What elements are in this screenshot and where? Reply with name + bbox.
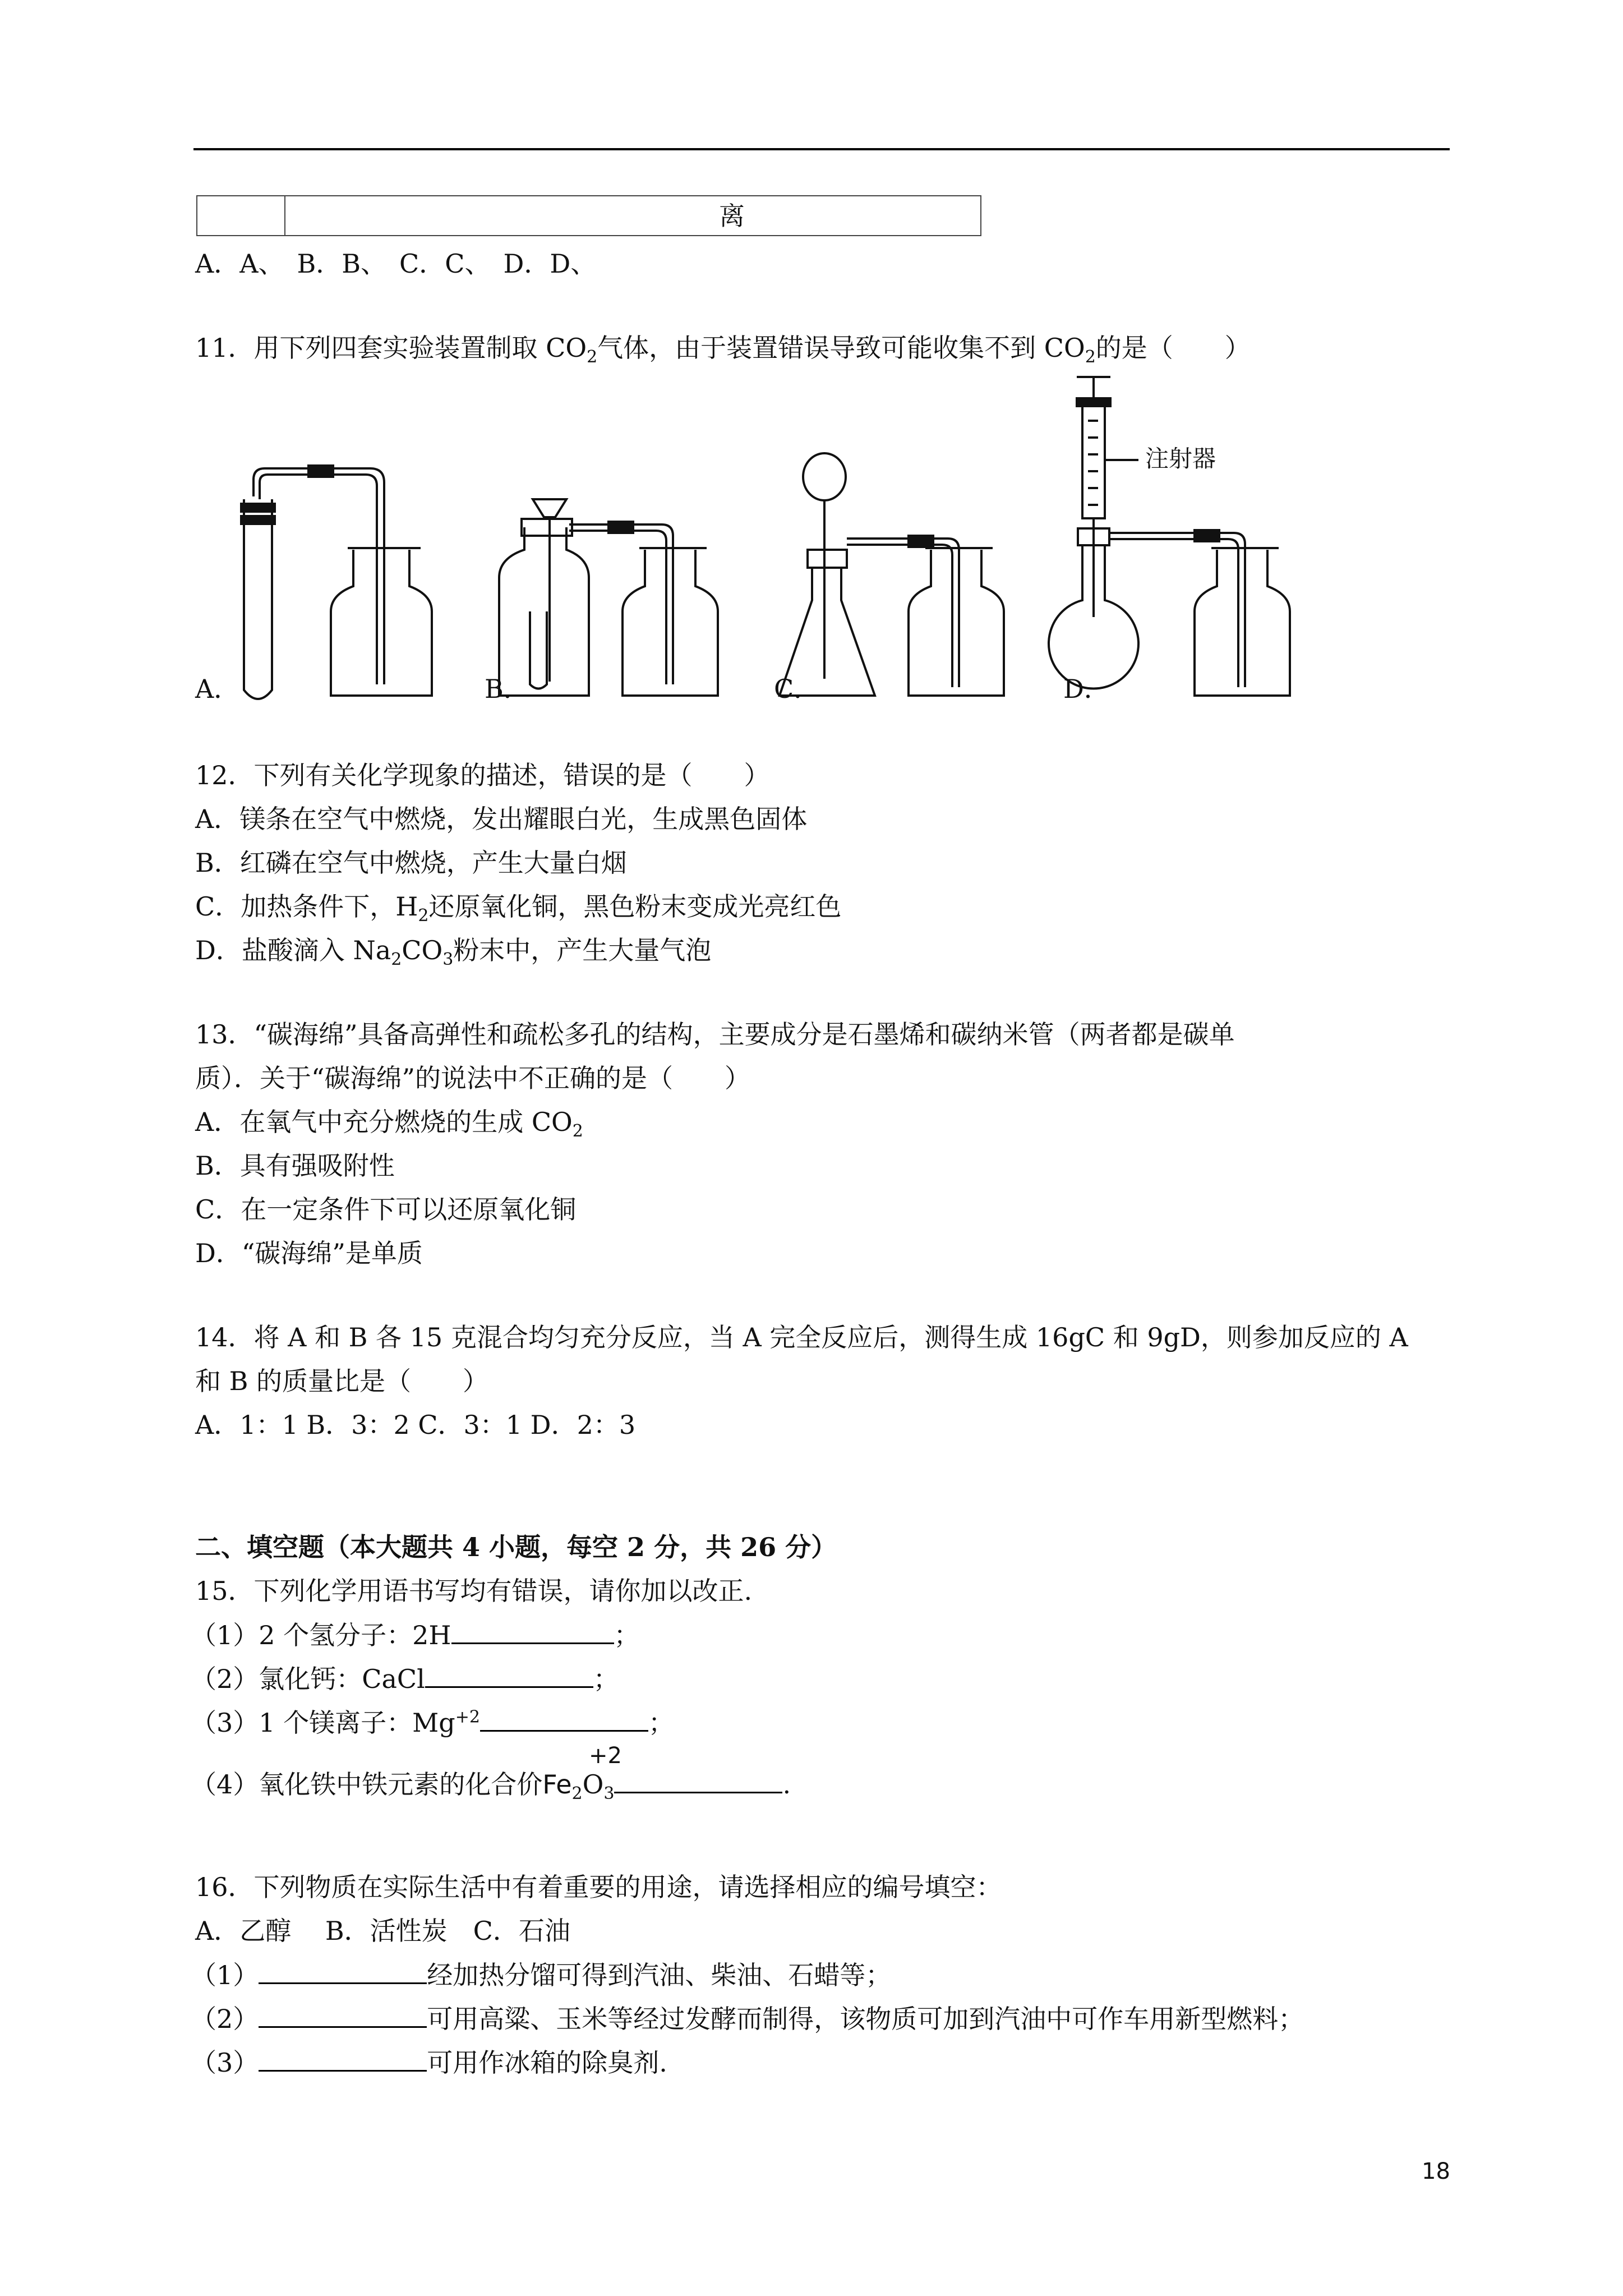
q13-stem-line1: 13．“碳海绵”具备高弹性和疏松多孔的结构，主要成分是石墨烯和碳纳米管（两者都是碳单 — [195, 1019, 1235, 1050]
section-heading: 二、填空题（本大题共 4 小题，每空 2 分，共 26 分） — [195, 1532, 837, 1562]
q10-options: A．A、 B．B、 C．C、 D．D、 — [195, 249, 597, 279]
apparatus-figure — [185, 365, 1396, 712]
q12-stem: 12．下列有关化学现象的描述，错误的是（ ） — [195, 760, 770, 790]
q12-option-b: B．红磷在空气中燃烧，产生大量白烟 — [195, 848, 627, 878]
q15-item-2: （2）氯化钙：CaCl ； — [191, 1662, 619, 1696]
apparatus-a — [241, 466, 432, 699]
q14-stem-line2: 和 B 的质量比是（ ） — [195, 1366, 489, 1396]
answer-blank[interactable] — [259, 2045, 427, 2072]
apparatus-b — [499, 499, 718, 696]
apparatus-label-c: C． — [774, 674, 820, 704]
apparatus-d — [1049, 377, 1290, 696]
q16-options: A．乙醇 B．活性炭 C．石油 — [195, 1916, 570, 1946]
q15-item-4: （4）氧化铁中铁元素的化合价$Fe_2O_3$ . — [191, 1767, 791, 1801]
answer-table-fragment — [196, 195, 981, 236]
answer-blank[interactable] — [451, 1618, 614, 1644]
apparatus-label-a: A． — [195, 674, 240, 704]
q13-option-d: D．“碳海绵”是单质 — [195, 1238, 423, 1268]
answer-blank[interactable] — [614, 1767, 782, 1793]
q11-stem: 11．用下列四套实验装置制取 $CO_2$气体，由于装置错误导致可能收集不到 $CO_2$的是（ ） — [195, 333, 1251, 367]
table-cell-text: 离 — [719, 201, 745, 231]
header-rule — [193, 148, 1450, 150]
q16-item-1: （1） 经加热分馏可得到汽油、柴油、石蜡等； — [191, 1958, 891, 1992]
q16-item-3: （3） 可用作冰箱的除臭剂. — [191, 2045, 667, 2079]
q12-option-d: D．盐酸滴入 $Na_2CO_3$粉末中，产生大量气泡 — [195, 935, 712, 970]
valence-mark: +2 — [589, 1743, 622, 1769]
q13-option-c: C．在一定条件下可以还原氧化铜 — [195, 1194, 577, 1225]
q12-option-a: A．镁条在空气中燃烧，发出耀眼白光，生成黑色固体 — [195, 804, 808, 834]
q15-stem: 15．下列化学用语书写均有错误，请你加以改正. — [195, 1576, 753, 1606]
table-divider — [284, 196, 285, 235]
q13-stem-line2: 质）．关于“碳海绵”的说法中不正确的是（ ） — [195, 1063, 751, 1093]
apparatus-label-b: B． — [485, 674, 529, 704]
answer-blank[interactable] — [259, 1958, 427, 1984]
q16-item-2: （2） 可用高粱、玉米等经过发酵而制得，该物质可加到汽油中可作车用新型燃料； — [191, 2001, 1304, 2036]
q14-options: A．1：1 B．3：2 C．3：1 D．2：3 — [195, 1410, 636, 1440]
apparatus-c — [780, 453, 1004, 696]
answer-blank[interactable] — [480, 1705, 648, 1732]
q13-option-b: B．具有强吸附性 — [195, 1151, 395, 1181]
syringe-label: 注射器 — [1145, 445, 1216, 472]
q15-item-1: （1）2 个氢分子：2H ； — [191, 1618, 640, 1652]
q12-option-c: C．加热条件下，$H_2$还原氧化铜，黑色粉末变成光亮红色 — [195, 891, 842, 926]
q15-item-3: （3）1 个镁离子：$Mg^{+2}$ ； — [191, 1705, 674, 1740]
q16-stem: 16．下列物质在实际生活中有着重要的用途，请选择相应的编号填空： — [195, 1872, 1002, 1902]
answer-blank[interactable] — [259, 2001, 427, 2028]
page-number: 18 — [1422, 2159, 1450, 2184]
apparatus-label-d: D． — [1063, 674, 1110, 704]
answer-blank[interactable] — [425, 1662, 593, 1688]
q13-option-a: A．在氧气中充分燃烧的生成 $CO_2$ — [195, 1107, 583, 1142]
q14-stem-line1: 14．将 A 和 B 各 15 克混合均匀充分反应，当 A 完全反应后，测得生成 16gC 和 9gD，则参加反应的 A — [195, 1322, 1408, 1352]
